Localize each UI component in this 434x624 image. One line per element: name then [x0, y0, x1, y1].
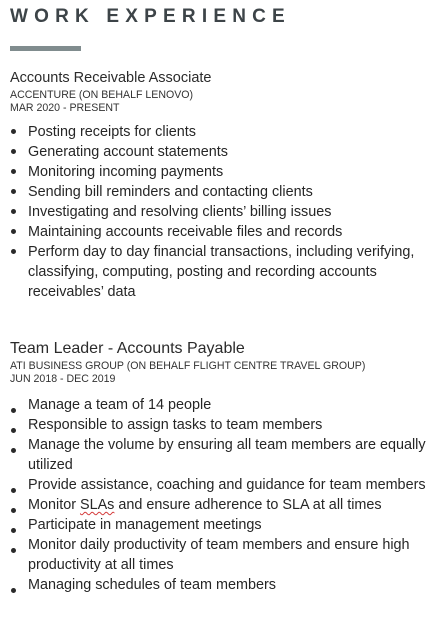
responsibility-item	[10, 575, 430, 595]
responsibility-item	[10, 415, 430, 435]
bullet-icon	[11, 448, 16, 453]
bullet-icon	[11, 149, 16, 154]
responsibility-item	[10, 122, 430, 142]
responsibility-text: Provide assistance, coaching and guidance for team members	[28, 477, 426, 493]
responsibility-item	[10, 395, 430, 415]
responsibility-text: Generating account statements	[28, 144, 228, 160]
job-entry-accounts-receivable	[10, 69, 430, 302]
bullet-icon	[11, 189, 16, 194]
responsibility-item	[10, 495, 430, 515]
responsibilities-list	[10, 395, 430, 595]
responsibility-item	[10, 162, 430, 182]
bullet-icon	[11, 408, 16, 413]
responsibilities-list	[10, 122, 430, 302]
responsibility-text: Sending bill reminders and contacting clients	[28, 184, 313, 200]
job-title: Accounts Receivable Associate	[10, 70, 212, 86]
responsibility-text: Manage the volume by ensuring all team members are equally utilized	[28, 437, 426, 473]
responsibility-text: Maintaining accounts receivable files and records	[28, 224, 343, 240]
job-title: Team Leader - Accounts Payable	[10, 340, 245, 357]
responsibility-item	[10, 475, 430, 495]
responsibility-text: Perform day to day financial transactions, including verifying, classifying, computing, posting and recording accounts receivables’ data	[28, 244, 415, 300]
responsibility-item	[10, 535, 430, 575]
responsibility-item	[10, 202, 430, 222]
responsibility-text: Investigating and resolving clients’ billing issues	[28, 204, 332, 220]
spellcheck-underline: SLAs	[79, 497, 115, 513]
employment-dates: JUN 2018 - DEC 2019	[10, 373, 116, 385]
bullet-icon	[11, 488, 16, 493]
employment-dates: MAR 2020 - PRESENT	[10, 102, 120, 114]
responsibility-item	[10, 142, 430, 162]
bullet-icon	[11, 169, 16, 174]
bullet-icon	[11, 129, 16, 134]
responsibility-item	[10, 435, 430, 475]
responsibility-text: Manage a team of 14 people	[28, 397, 212, 413]
responsibility-text: Monitor SLAs and ensure adherence to SLA at all times	[28, 497, 382, 513]
responsibility-item	[10, 515, 430, 535]
responsibility-text: Participate in management meetings	[28, 517, 262, 533]
responsibility-text: Monitor daily productivity of team members and ensure high productivity at all times	[28, 537, 410, 573]
bullet-icon	[11, 588, 16, 593]
bullet-icon	[11, 528, 16, 533]
responsibility-text: Responsible to assign tasks to team members	[28, 417, 323, 433]
responsibility-item	[10, 222, 430, 242]
bullet-icon	[11, 508, 16, 513]
bullet-icon	[11, 249, 16, 254]
responsibility-text: Managing schedules of team members	[28, 577, 276, 593]
responsibility-text: Posting receipts for clients	[28, 124, 196, 140]
company-name: ATI BUSINESS GROUP (ON BEHALF FLIGHT CENTRE TRAVEL GROUP)	[10, 360, 366, 372]
section-title: WORK EXPERIENCE	[10, 6, 291, 27]
bullet-icon	[11, 548, 16, 553]
bullet-icon	[11, 209, 16, 214]
bullet-icon	[11, 229, 16, 234]
section-title-rule	[10, 46, 81, 51]
responsibility-item	[10, 242, 430, 302]
job-entry-team-leader	[10, 339, 430, 595]
responsibility-item	[10, 182, 430, 202]
bullet-icon	[11, 428, 16, 433]
company-name: ACCENTURE (ON BEHALF LENOVO)	[10, 89, 194, 101]
responsibility-text: Monitoring incoming payments	[28, 164, 224, 180]
